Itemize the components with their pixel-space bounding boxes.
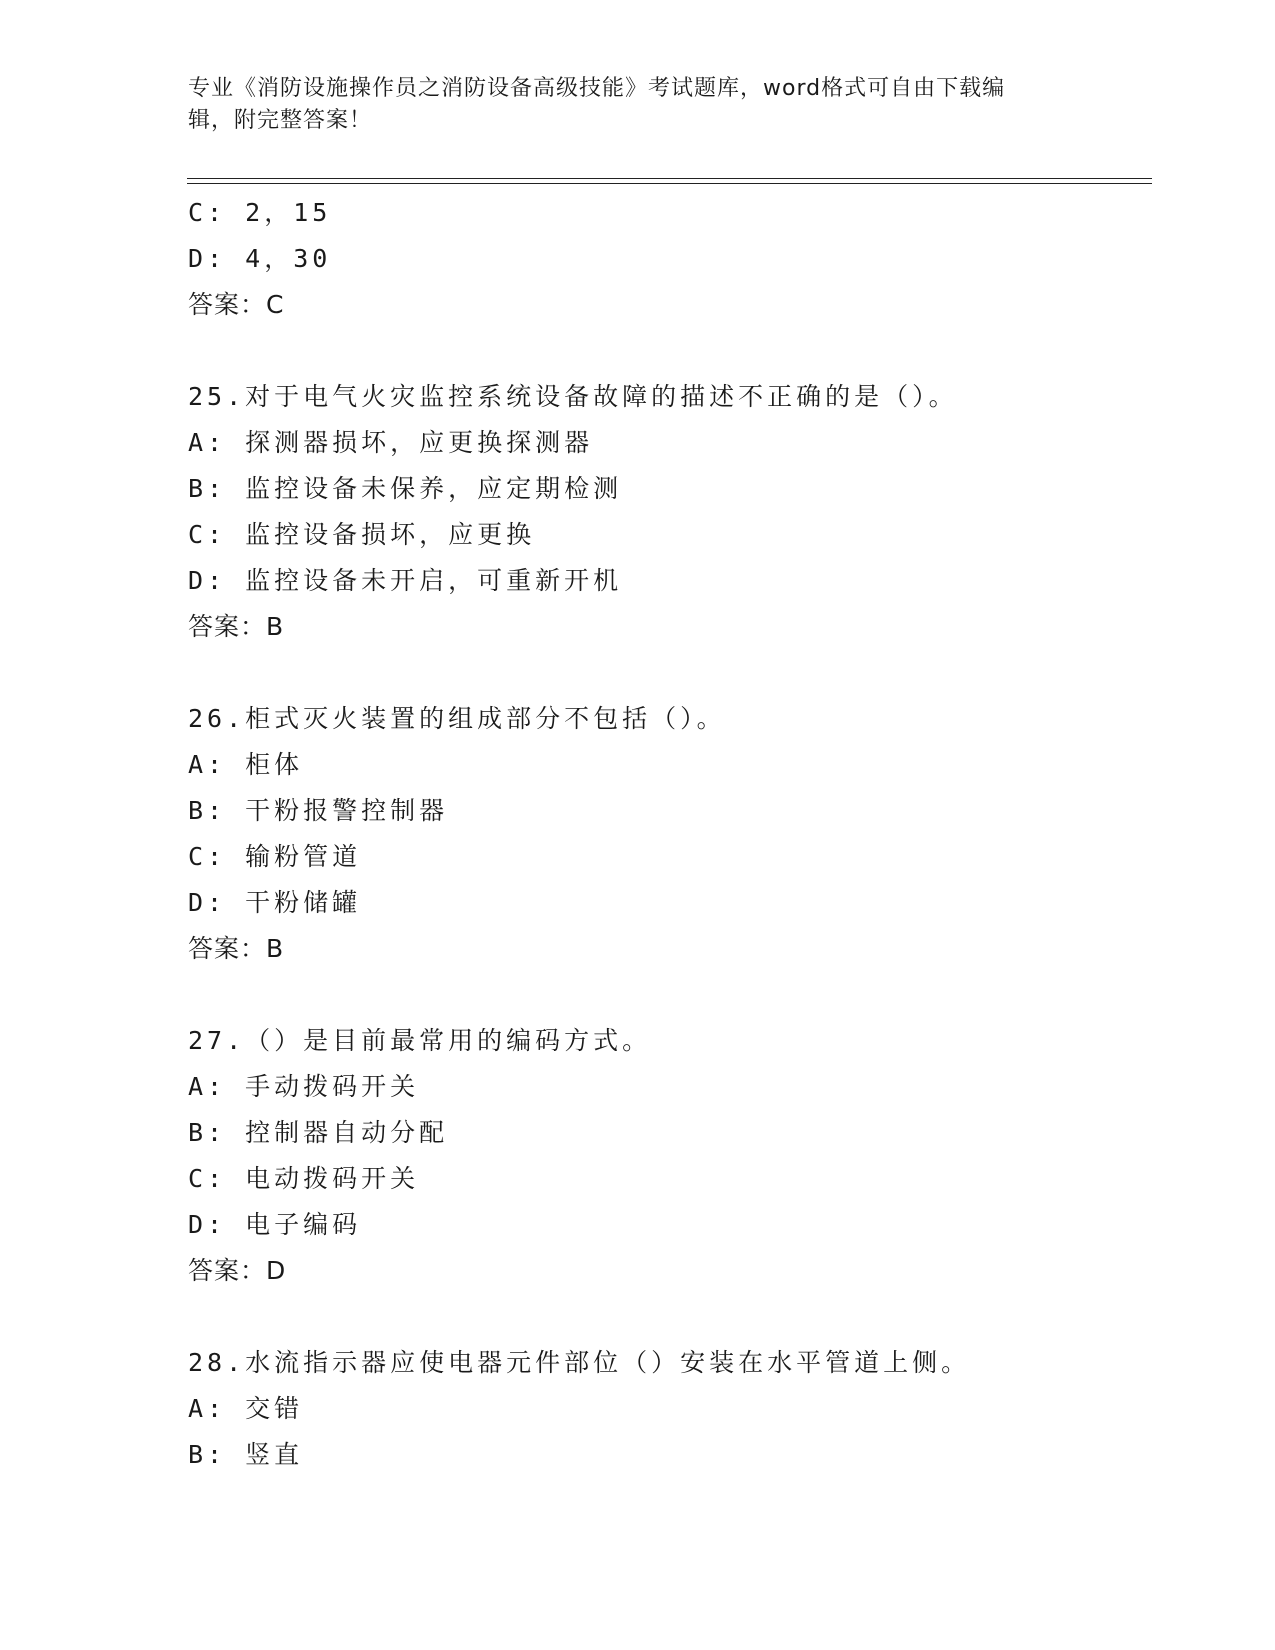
option-a: A: 交错 (188, 1394, 304, 1423)
question-stem: 28.水流指示器应使电器元件部位（）安装在水平管道上侧。 (188, 1348, 971, 1377)
header-divider-top (187, 178, 1152, 179)
option-b: B: 监控设备未保养，应定期检测 (188, 474, 623, 503)
option-d: D: 监控设备未开启，可重新开机 (188, 566, 623, 595)
question-25 (188, 374, 1148, 650)
document-header (188, 73, 1088, 137)
header-divider-bottom (187, 183, 1152, 184)
option-d: D: 4，30 (188, 244, 332, 273)
question-stem: 25.对于电气火灾监控系统设备故障的描述不正确的是（）。 (188, 382, 958, 411)
header-line-1: 专业《消防设施操作员之消防设备高级技能》考试题库，word格式可自由下载编 (188, 76, 1006, 101)
option-d: D: 电子编码 (188, 1210, 362, 1239)
question-27 (188, 1018, 1148, 1294)
option-d: D: 干粉储罐 (188, 888, 362, 917)
header-line-2: 辑，附完整答案！ (188, 108, 373, 133)
option-b: B: 干粉报警控制器 (188, 796, 449, 825)
option-a: A: 探测器损坏，应更换探测器 (188, 428, 594, 457)
answer: 答案：B (188, 612, 285, 641)
option-c: C: 监控设备损坏，应更换 (188, 520, 536, 549)
question-list (188, 190, 1148, 1478)
option-c: C: 2，15 (188, 198, 332, 227)
answer: 答案：C (188, 290, 285, 319)
answer: 答案：B (188, 934, 285, 963)
option-b: B: 竖直 (188, 1440, 304, 1469)
question-28 (188, 1340, 1148, 1478)
option-a: A: 柜体 (188, 750, 304, 779)
question-stem: 26.柜式灭火装置的组成部分不包括（）。 (188, 704, 726, 733)
option-a: A: 手动拨码开关 (188, 1072, 420, 1101)
option-b: B: 控制器自动分配 (188, 1118, 449, 1147)
option-c: C: 电动拨码开关 (188, 1164, 420, 1193)
question-fragment (188, 190, 1148, 328)
option-c: C: 输粉管道 (188, 842, 362, 871)
answer: 答案：D (188, 1256, 287, 1285)
question-stem: 27.（）是目前最常用的编码方式。 (188, 1026, 652, 1055)
question-26 (188, 696, 1148, 972)
